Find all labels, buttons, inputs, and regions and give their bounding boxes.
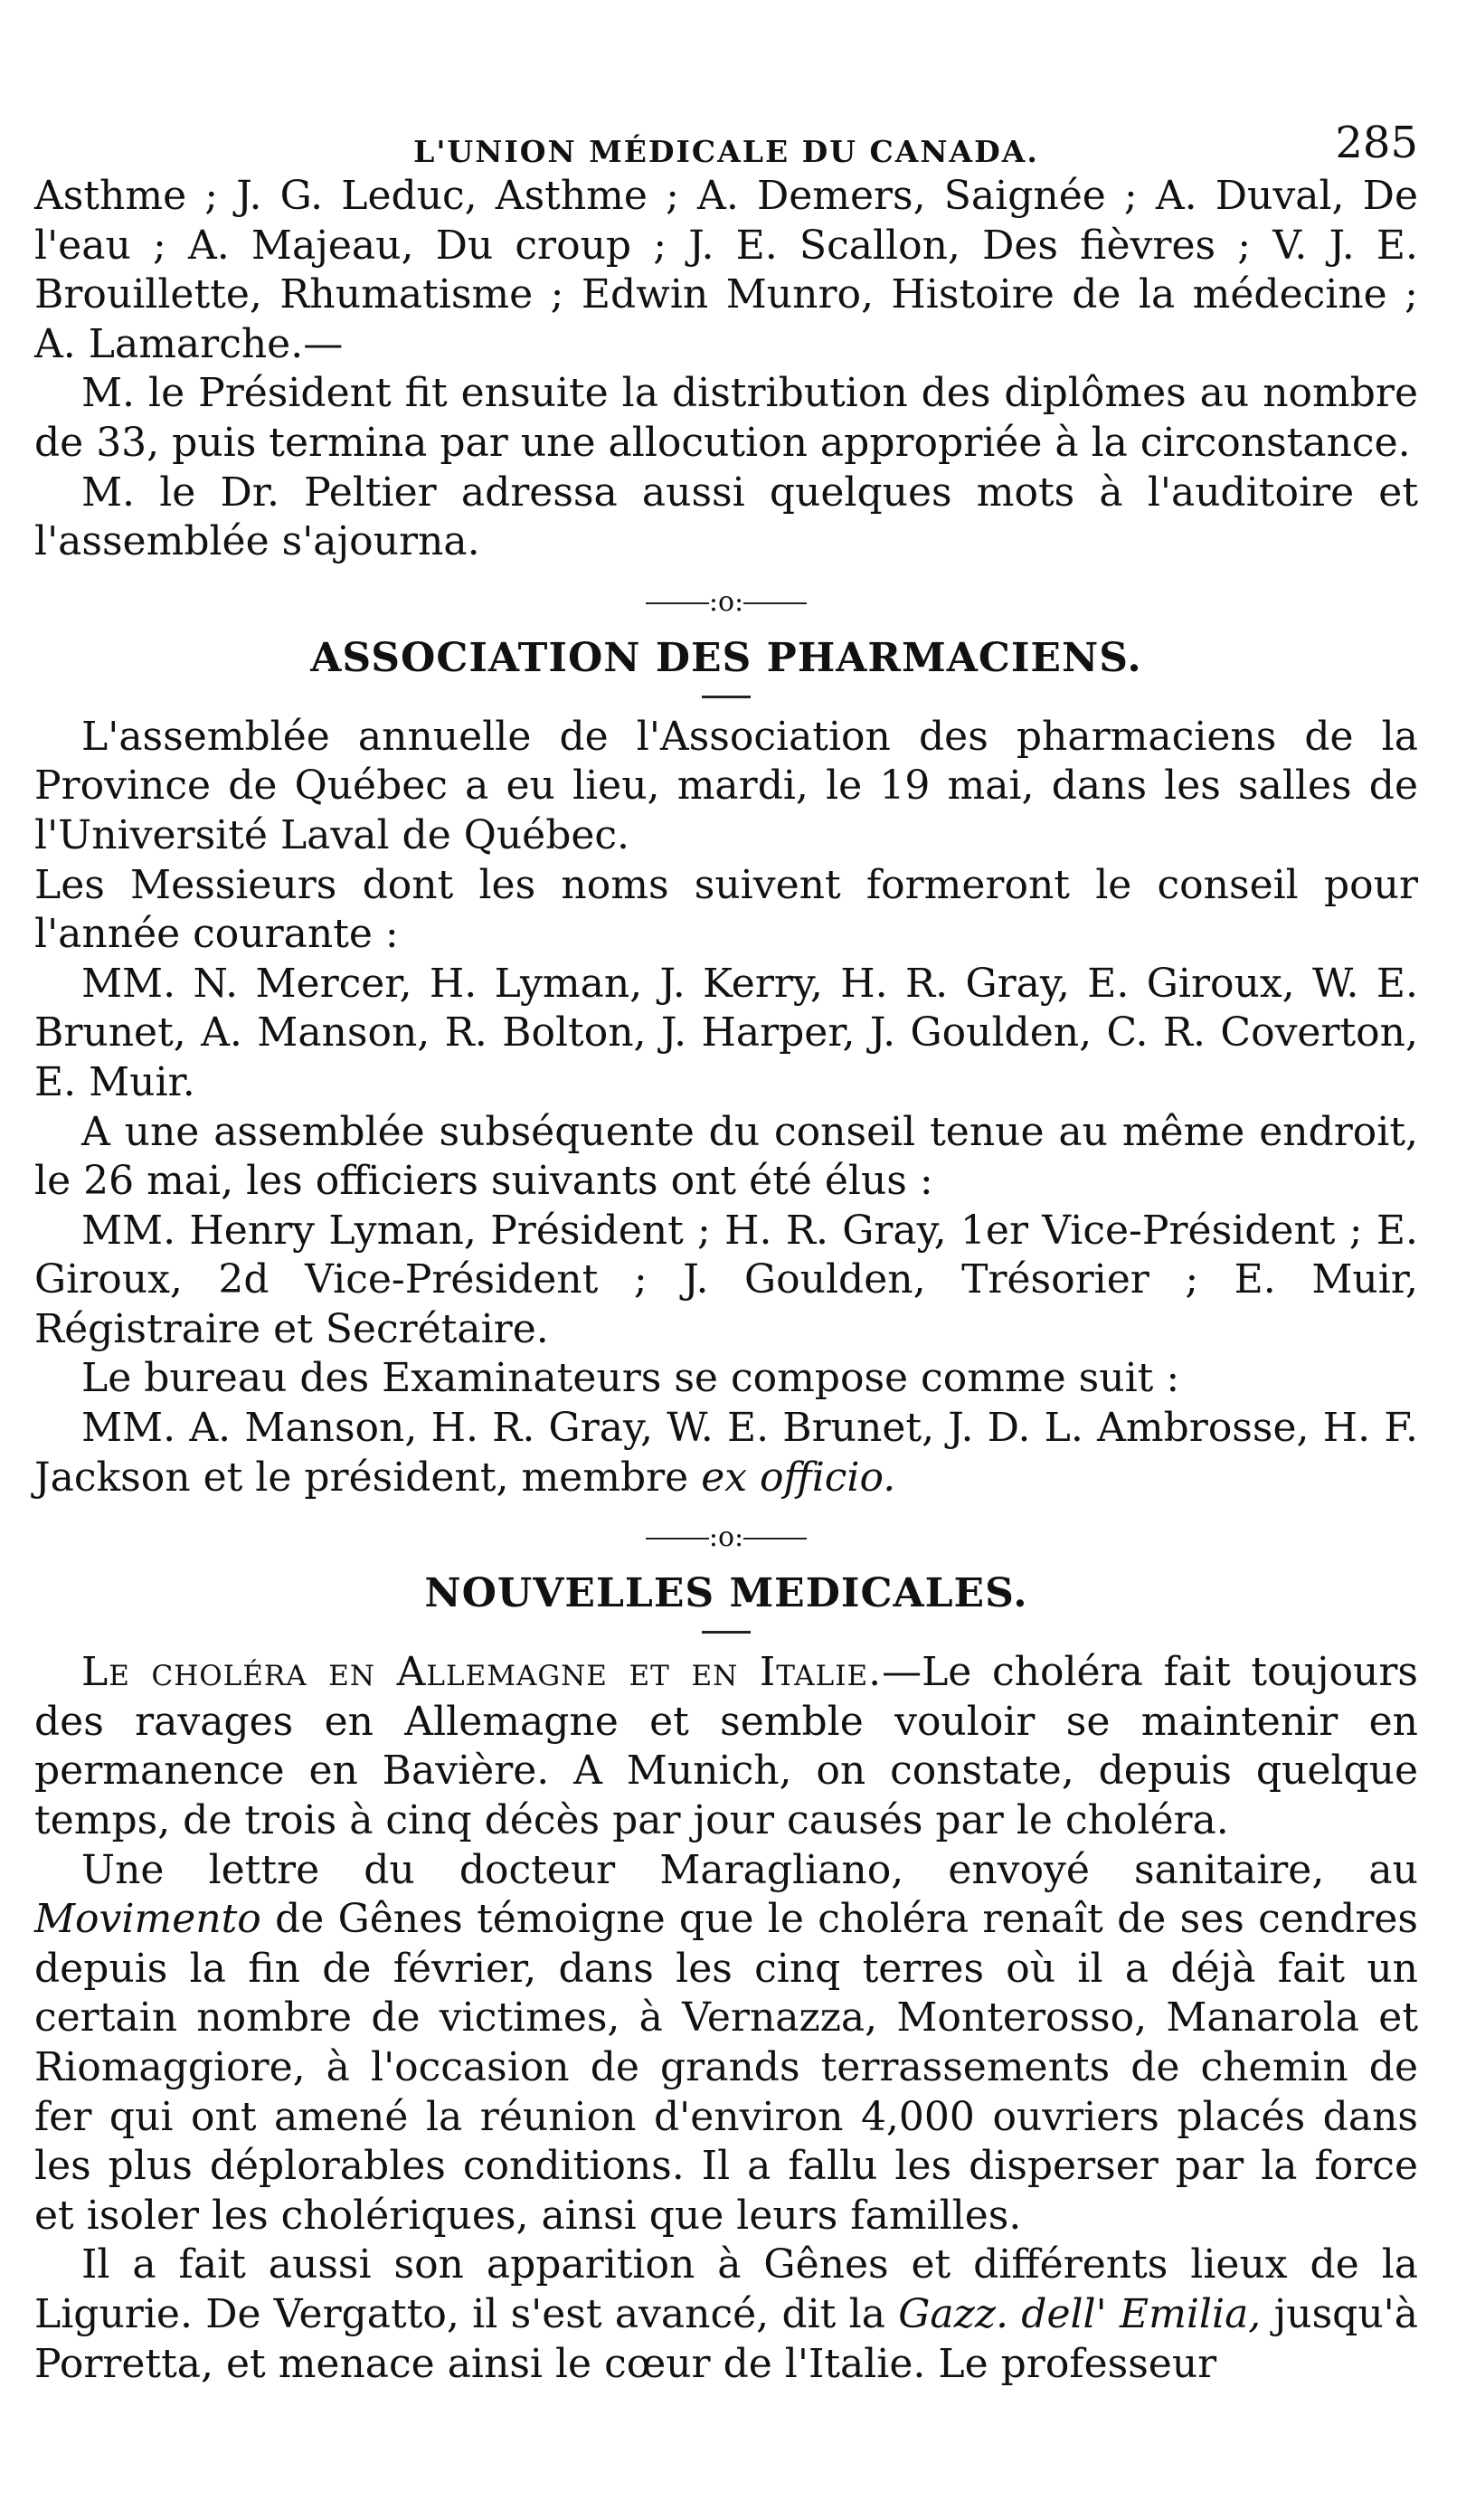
article-text: Il a fait aussi son apparition à Gênes et différents lieux de la Ligurie. De Vergatto, il s'est avancé, dit la xyxy=(34,2241,1418,2337)
paragraph-council-intro: Les Messieurs dont les noms suivent formeront le conseil pour l'année courante : xyxy=(34,861,1418,958)
separator-mark: :o: xyxy=(708,1521,744,1554)
title-rule xyxy=(702,1631,751,1634)
page-number: 285 xyxy=(1335,118,1418,168)
separator-mark: :o: xyxy=(708,585,744,618)
journal-name-gazzetta: Gazz. dell' Emilia, xyxy=(898,2290,1262,2337)
article-text: Une lettre du docteur Maragliano, envoyé sanitaire, au xyxy=(81,1846,1418,1893)
article-heading: Le choléra en Allemagne et en Italie. xyxy=(81,1649,883,1696)
article-text: —Le choléra fait toujours des ravages en Allemagne et semble vouloir se maintenir en permanence en Bavière. A Munich, on constate, depuis quelque temps, de trois à cinq décès par jour causés par le choléra. xyxy=(34,1649,1418,1844)
separator-line xyxy=(743,602,807,604)
section-separator xyxy=(34,1515,1418,1560)
section-separator xyxy=(34,580,1418,625)
paragraph-cholera-germany xyxy=(34,1648,1418,1845)
running-head xyxy=(34,109,1418,172)
article-text: de Gênes témoigne que le choléra renaît de ses cendres depuis la fin de février, dans les cinq terres où il a déjà fait un certain nombre de victimes, à Vernazza, Monterosso, Manarola et Riomaggiore, à l'occasion de grands terrassements de chemin de fer qui ont amené la réunion d'environ 4,000 ouvriers placés dans les plus déplorables conditions. Il a fallu les disperser par la force et isoler les cholériques, ainsi que leurs familles. xyxy=(34,1896,1418,2239)
paragraph-officers-intro: A une assemblée subséquente du conseil tenue au même endroit, le 26 mai, les officiers suivants ont été élus : xyxy=(34,1108,1418,1205)
journal-title: L'UNION MÉDICALE DU CANADA. xyxy=(413,134,1039,169)
paragraph-liguria xyxy=(34,2241,1418,2389)
section-title-pharmaciens: ASSOCIATION DES PHARMACIENS. xyxy=(310,634,1142,681)
paragraph-thesis-list: Asthme ; J. G. Leduc, Asthme ; A. Demers, Saignée ; A. Duval, De l'eau ; A. Majeau, Du croup ; J. E. Scallon, Des fièvres ; V. J. E. Brouillette, Rhumatisme ; Edwin Munro, Histoire de la médecine ; A. Lamarche.— xyxy=(34,173,1418,367)
paragraph-council-members: MM. N. Mercer, H. Lyman, J. Kerry, H. R. Gray, E. Giroux, W. E. Brunet, A. Manson, R. Bolton, J. Harper, J. Goulden, C. R. Coverton, E. Muir. xyxy=(34,960,1418,1105)
document-page xyxy=(34,109,1418,2389)
separator-line xyxy=(646,1538,709,1539)
title-rule xyxy=(702,696,751,698)
paragraph-adjournment: M. le Dr. Peltier adressa aussi quelques mots à l'auditoire et l'assemblée s'ajourna. xyxy=(34,469,1418,565)
paragraph-examiners xyxy=(34,1404,1418,1502)
separator-line xyxy=(646,602,709,604)
section-title-nouvelles: NOUVELLES MEDICALES. xyxy=(424,1570,1028,1617)
article-text: jusqu'à Porretta, et menace ainsi le cœur de l'Italie. Le professeur xyxy=(34,2290,1418,2387)
paragraph-officers: MM. Henry Lyman, Président ; H. R. Gray, 1er Vice-Président ; E. Giroux, 2d Vice-Président ; J. Goulden, Trésorier ; E. Muir, Régistraire et Secrétaire. xyxy=(34,1207,1418,1352)
paragraph-annual-meeting: L'assemblée annuelle de l'Association des pharmaciens de la Province de Québec a eu lieu, mardi, le 19 mai, dans les salles de l'Université Laval de Québec. xyxy=(34,713,1418,858)
examiners-text: MM. A. Manson, H. R. Gray, W. E. Brunet, J. D. L. Ambrosse, H. F. Jackson et le président, membre xyxy=(34,1405,1418,1501)
separator-line xyxy=(743,1538,807,1539)
paragraph-maragliano-letter xyxy=(34,1846,1418,2241)
journal-name-movimento: Movimento xyxy=(34,1896,261,1943)
paragraph-examiners-intro: Le bureau des Examinateurs se compose comme suit : xyxy=(81,1355,1180,1402)
ex-officio: ex officio. xyxy=(701,1454,896,1501)
paragraph-diplomas: M. le Président fit ensuite la distribution des diplômes au nombre de 33, puis termina par une allocution appropriée à la circonstance. xyxy=(34,370,1418,466)
